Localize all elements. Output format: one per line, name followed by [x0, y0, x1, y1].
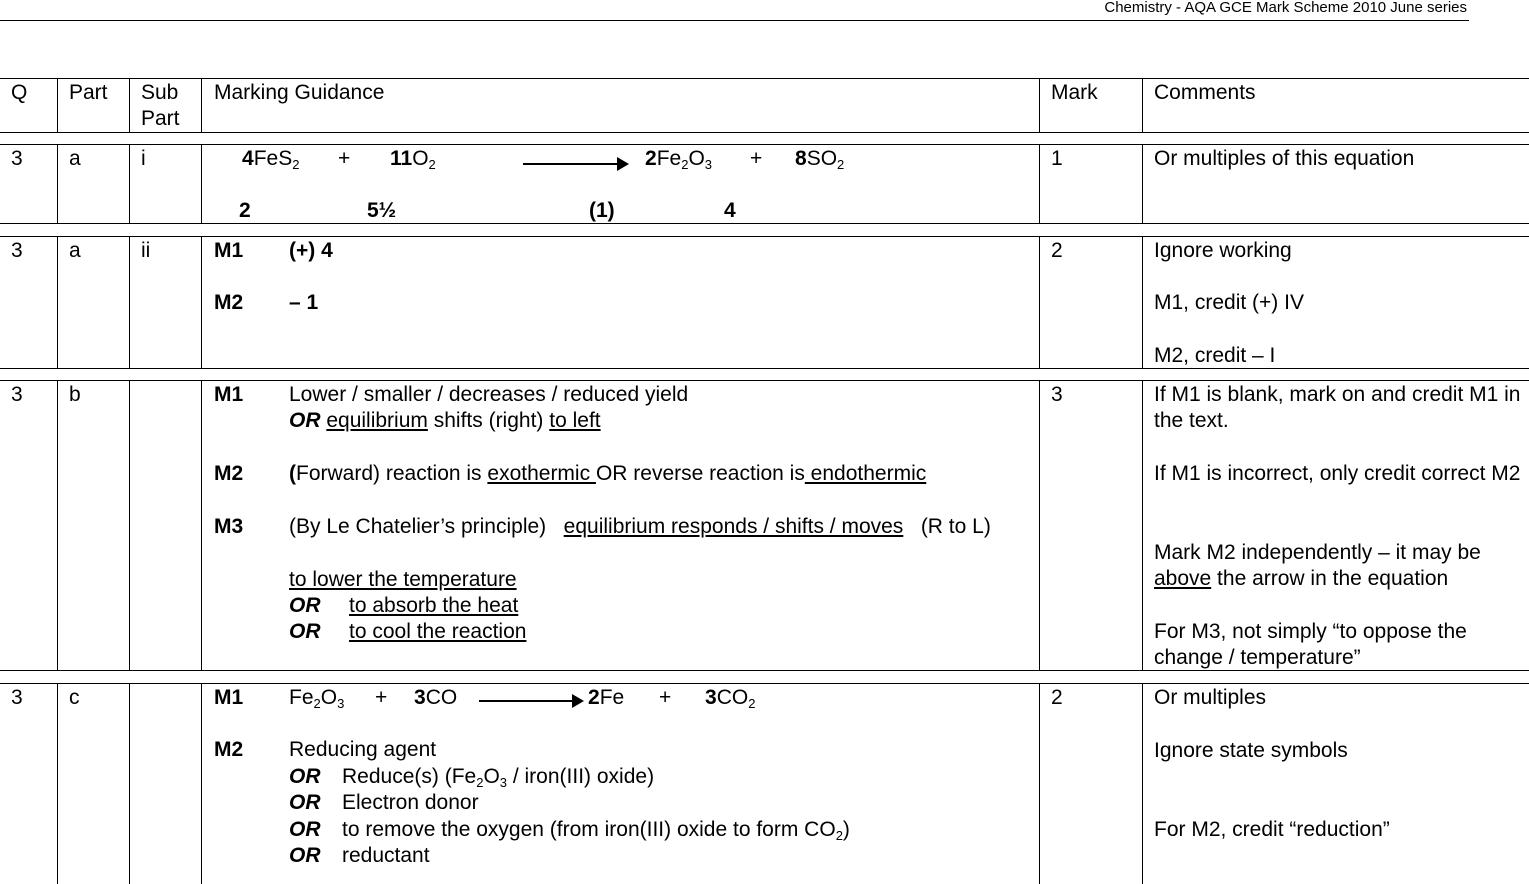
reactant-o2: $11O_2$	[390, 147, 436, 172]
table-row	[0, 236, 1529, 369]
mark-point-text: Lower / smaller / decreases / reduced yield	[289, 383, 689, 406]
table-header	[0, 78, 1529, 133]
col-q: Q	[11, 81, 28, 104]
table-row	[0, 683, 1529, 884]
cell-q: 3	[11, 383, 23, 406]
cell-sub-part: ii	[141, 239, 151, 262]
col-marking-guidance: Marking Guidance	[214, 81, 385, 104]
cell-q: 3	[11, 686, 23, 709]
cell-part: a	[69, 239, 81, 262]
mark-point-label: M1	[214, 239, 244, 262]
plus-sign: +	[750, 147, 763, 170]
cell-comment: Ignore working	[1154, 239, 1292, 262]
product-fe2o3: $2Fe_2O_3$	[645, 147, 713, 172]
col-part: Part	[69, 81, 108, 104]
cell-comment: If M1 is incorrect, only credit correct M2	[1154, 462, 1521, 485]
balance-coefficient: 5½	[367, 199, 397, 222]
mark-point-text: OR	[289, 620, 321, 643]
balance-coefficient: (1)	[589, 199, 615, 222]
col-comments: Comments	[1154, 81, 1256, 104]
mark-point-text: (Forward) reaction is exothermic OR reverse reaction is endothermic	[289, 462, 927, 485]
mark-point-label: M1	[214, 686, 244, 709]
product-co2: $3CO_2$	[705, 686, 756, 711]
mark-point-text: – 1	[289, 291, 319, 314]
mark-point-text: OR equilibrium shifts (right) to left	[289, 409, 601, 432]
col-mark: Mark	[1051, 81, 1098, 104]
or-label: OR	[289, 818, 321, 841]
cell-mark: 3	[1051, 383, 1063, 406]
reactant-co: 3CO	[414, 686, 458, 709]
mark-point-text: reductant	[342, 844, 430, 867]
cell-comment: If M1 is blank, mark on and credit M1 in the text.	[1154, 383, 1521, 432]
table-row	[0, 380, 1529, 671]
cell-mark: 1	[1051, 147, 1063, 170]
mark-point-text: Reduce(s) ($Fe_2O_3$ / iron(III) oxide)	[342, 765, 655, 790]
mark-point-label: M2	[214, 291, 244, 314]
mark-point-text: Electron donor	[342, 791, 479, 814]
balance-coefficient: 2	[239, 199, 251, 222]
cell-comment: M2, credit – I	[1154, 344, 1276, 367]
product-fe: 2Fe	[588, 686, 625, 709]
cell-sub-part: i	[141, 147, 146, 170]
or-label: OR	[289, 765, 321, 788]
cell-comment: Mark M2 independently – it may be above the arrow in the equation	[1154, 541, 1481, 590]
cell-comment: M1, credit (+) IV	[1154, 291, 1304, 314]
mark-point-text: (+) 4	[289, 239, 333, 262]
cell-part: a	[69, 147, 81, 170]
cell-mark: 2	[1051, 686, 1063, 709]
balance-coefficient: 4	[724, 199, 736, 222]
mark-point-text: to remove the oxygen (from iron(III) oxide to form $CO_2$)	[342, 818, 850, 843]
reactant-fe2o3: $Fe_2O_3$	[289, 686, 345, 711]
or-label: OR	[289, 844, 321, 867]
plus-sign: +	[338, 147, 351, 170]
reaction-arrow	[523, 163, 627, 165]
mark-point-text: OR	[289, 594, 321, 617]
cell-comment: Or multiples of this equation	[1154, 147, 1415, 170]
cell-part: b	[69, 383, 81, 406]
cell-mark: 2	[1051, 239, 1063, 262]
page-header: Chemistry - AQA GCE Mark Scheme 2010 June series	[1104, 0, 1467, 16]
mark-point-text: to absorb the heat	[349, 594, 519, 617]
cell-q: 3	[11, 239, 23, 262]
mark-point-text: Reducing agent	[289, 738, 437, 761]
plus-sign: +	[375, 686, 388, 709]
table-row	[0, 144, 1529, 224]
or-label: OR	[289, 791, 321, 814]
cell-comment: Or multiples	[1154, 686, 1267, 709]
cell-part: c	[69, 686, 80, 709]
cell-comment: For M3, not simply “to oppose the change / temperature”	[1154, 620, 1467, 669]
cell-q: 3	[11, 147, 23, 170]
cell-comment: For M2, credit “reduction”	[1154, 818, 1390, 841]
mark-point-text: to cool the reaction	[349, 620, 527, 643]
product-so2: $8SO_2$	[795, 147, 845, 172]
mark-point-label: M2	[214, 738, 244, 761]
reaction-arrow	[479, 700, 582, 702]
mark-point-label: M1	[214, 383, 244, 406]
col-sub-part: Sub Part	[141, 81, 180, 130]
plus-sign: +	[659, 686, 672, 709]
mark-point-text: (By Le Chatelier’s principle) equilibrium responds / shifts / moves (R to L)	[289, 515, 991, 538]
reactant-fes2: 4FeS$_2$	[242, 147, 300, 172]
mark-point-text: to lower the temperature	[289, 568, 517, 591]
header-rule	[0, 20, 1469, 21]
mark-point-label: M3	[214, 515, 244, 538]
mark-point-label: M2	[214, 462, 244, 485]
cell-comment: Ignore state symbols	[1154, 739, 1348, 762]
